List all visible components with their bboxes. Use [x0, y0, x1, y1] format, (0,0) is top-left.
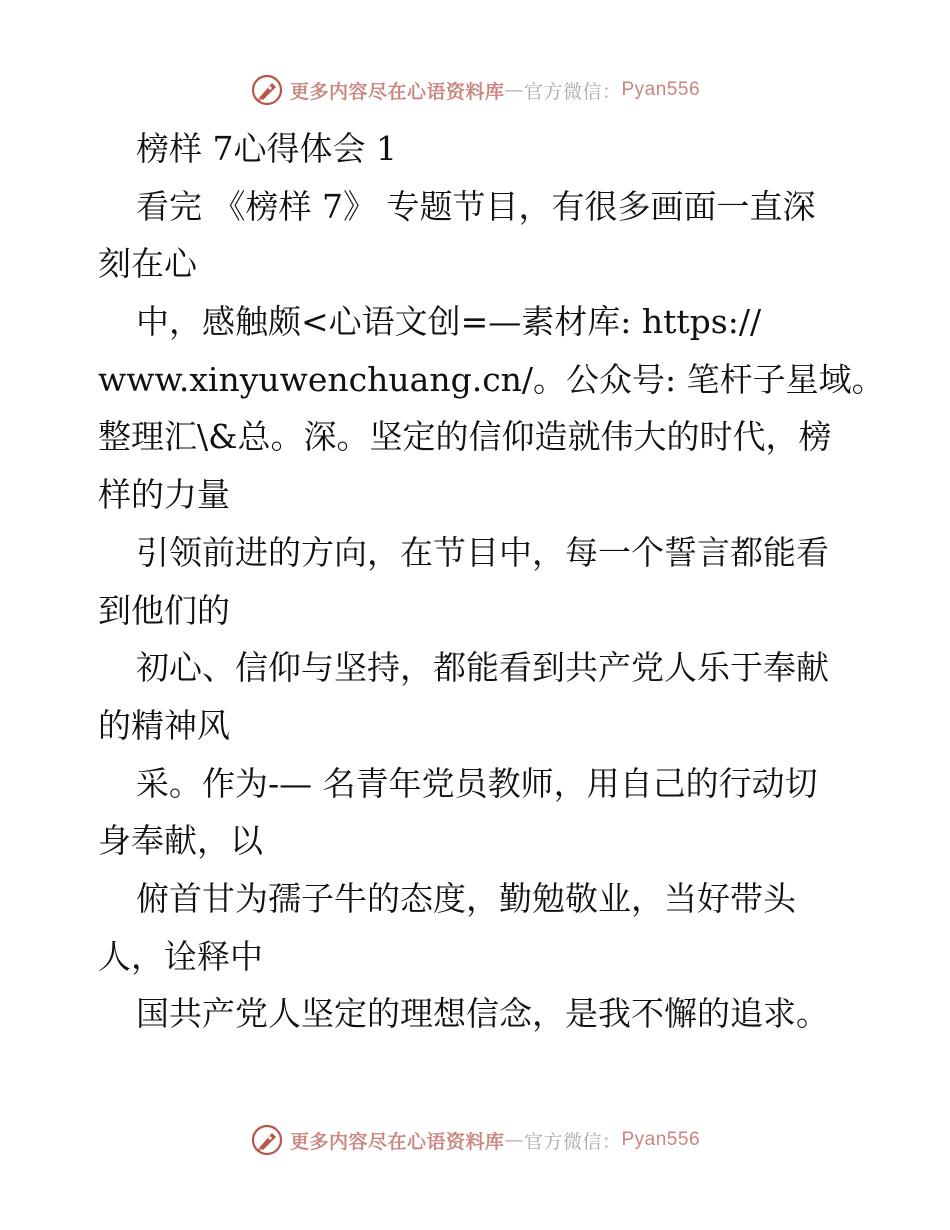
watermark-wechat-id: Pyan556: [621, 79, 701, 100]
text-line: 的精神风: [98, 705, 230, 745]
text-line: 整理汇\&总。深。坚定的信仰造就伟大的时代，榜: [98, 417, 832, 457]
text-line: 身奉献，以: [98, 821, 263, 861]
text-line: 引领前进的方向，在节目中，每一个誓言都能看: [136, 532, 829, 572]
text-line: www.xinyuwenchuang.cn/。公众号: 笔杆子星域。: [98, 359, 885, 399]
text-line: 到他们的: [98, 590, 230, 630]
text-line: 样的力量: [98, 475, 230, 515]
text-line: 国共产党人坚定的理想信念，是我不懈的追求。: [136, 994, 829, 1034]
watermark-dash: —: [504, 1129, 524, 1151]
text-line: 采。作为-— 名青年党员教师，用自己的行动切: [136, 763, 818, 803]
document-body: [98, 120, 885, 1043]
text-line: 俯首甘为孺子牛的态度，勤勉敬业，当好带头: [136, 878, 796, 918]
text-line: 看完 《榜样 7》 专题节目，有很多画面一直深: [136, 186, 816, 226]
text-line: 刻在心: [98, 244, 197, 284]
text-line: 人，诠释中: [98, 936, 263, 976]
watermark-wechat-id: Pyan556: [621, 1129, 701, 1150]
watermark-wechat-label: 官方微信：: [523, 80, 622, 103]
text-line: 中，感触颇<心语文创=—素材库: https://: [136, 302, 762, 342]
watermark-main-text: 更多内容尽在心语资料库: [289, 80, 505, 103]
doc-title: 榜样 7心得体会 1: [136, 129, 397, 168]
pen-nib-circle-icon: [250, 73, 284, 107]
watermark-wechat-label: 官方微信：: [523, 1130, 622, 1153]
header-watermark: [0, 70, 950, 110]
text-line: 初心、信仰与坚持，都能看到共产党人乐于奉献: [136, 648, 829, 688]
pen-nib-circle-icon: [250, 1123, 284, 1157]
footer-watermark: [0, 1120, 950, 1160]
watermark-main-text: 更多内容尽在心语资料库: [289, 1130, 505, 1153]
watermark-dash: —: [504, 79, 524, 101]
